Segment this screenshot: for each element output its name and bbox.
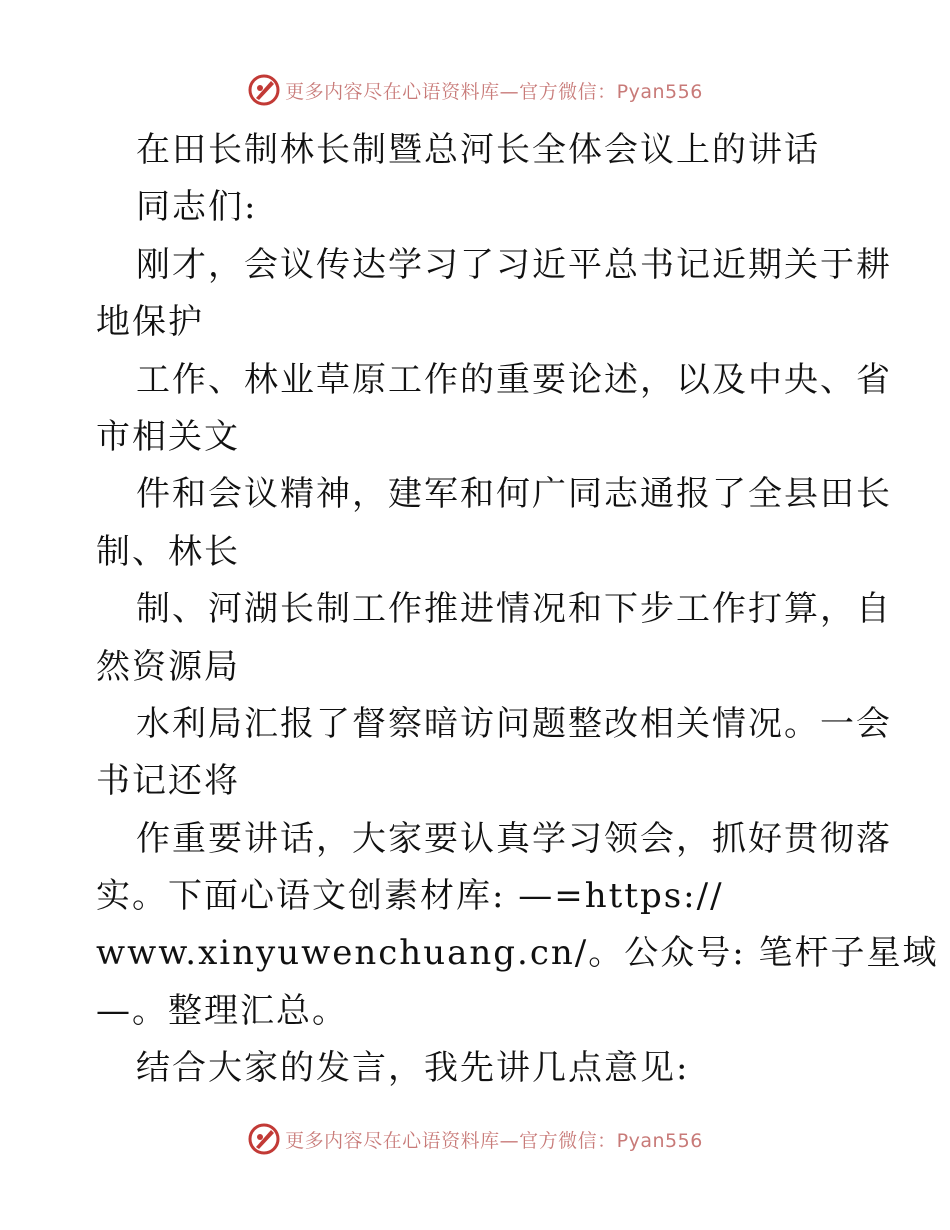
footer-watermark: [0, 1119, 950, 1159]
watermark-text: 更多内容尽在心语资料库—官方微信：Pyan556: [285, 1129, 703, 1152]
paragraph-line: 刚才，会议传达学习了习近平总书记近期关于耕: [136, 244, 892, 285]
quill-seal-icon: [247, 1122, 281, 1156]
paragraph-line: 书记还将: [96, 761, 240, 802]
paragraph-line: —。整理汇总。: [96, 990, 348, 1031]
quill-seal-icon: [247, 73, 281, 107]
salutation: 同志们:: [136, 187, 258, 228]
paragraph-line: 件和会议精神，建军和何广同志通报了全县田长: [136, 474, 892, 515]
paragraph-line: 地保护: [96, 302, 204, 343]
paragraph-line: 工作、林业草原工作的重要论述，以及中央、省: [136, 359, 892, 400]
watermark-text: 更多内容尽在心语资料库—官方微信：Pyan556: [285, 80, 703, 103]
paragraph-line: 制、林长: [96, 531, 240, 572]
speech-body: [96, 122, 939, 1098]
paragraph-line: 市相关文: [96, 416, 240, 457]
header-watermark: [0, 70, 950, 110]
paragraph-line-url: www.xinyuwenchuang.cn/。公众号: 笔杆子星域: [96, 933, 939, 974]
paragraph-line: 然资源局: [96, 646, 240, 687]
paragraph-line: 水利局汇报了督察暗访问题整改相关情况。一会: [136, 703, 892, 744]
paragraph-line: 制、河湖长制工作推进情况和下步工作打算，自: [136, 589, 892, 630]
paragraph-line: 实。下面心语文创素材库: —=https://: [96, 876, 724, 917]
paragraph-line: 结合大家的发言，我先讲几点意见:: [136, 1048, 690, 1089]
paragraph-line: 作重要讲话，大家要认真学习领会，抓好贯彻落: [136, 818, 892, 859]
speech-title: 在田长制林长制暨总河长全体会议上的讲话: [136, 130, 820, 170]
